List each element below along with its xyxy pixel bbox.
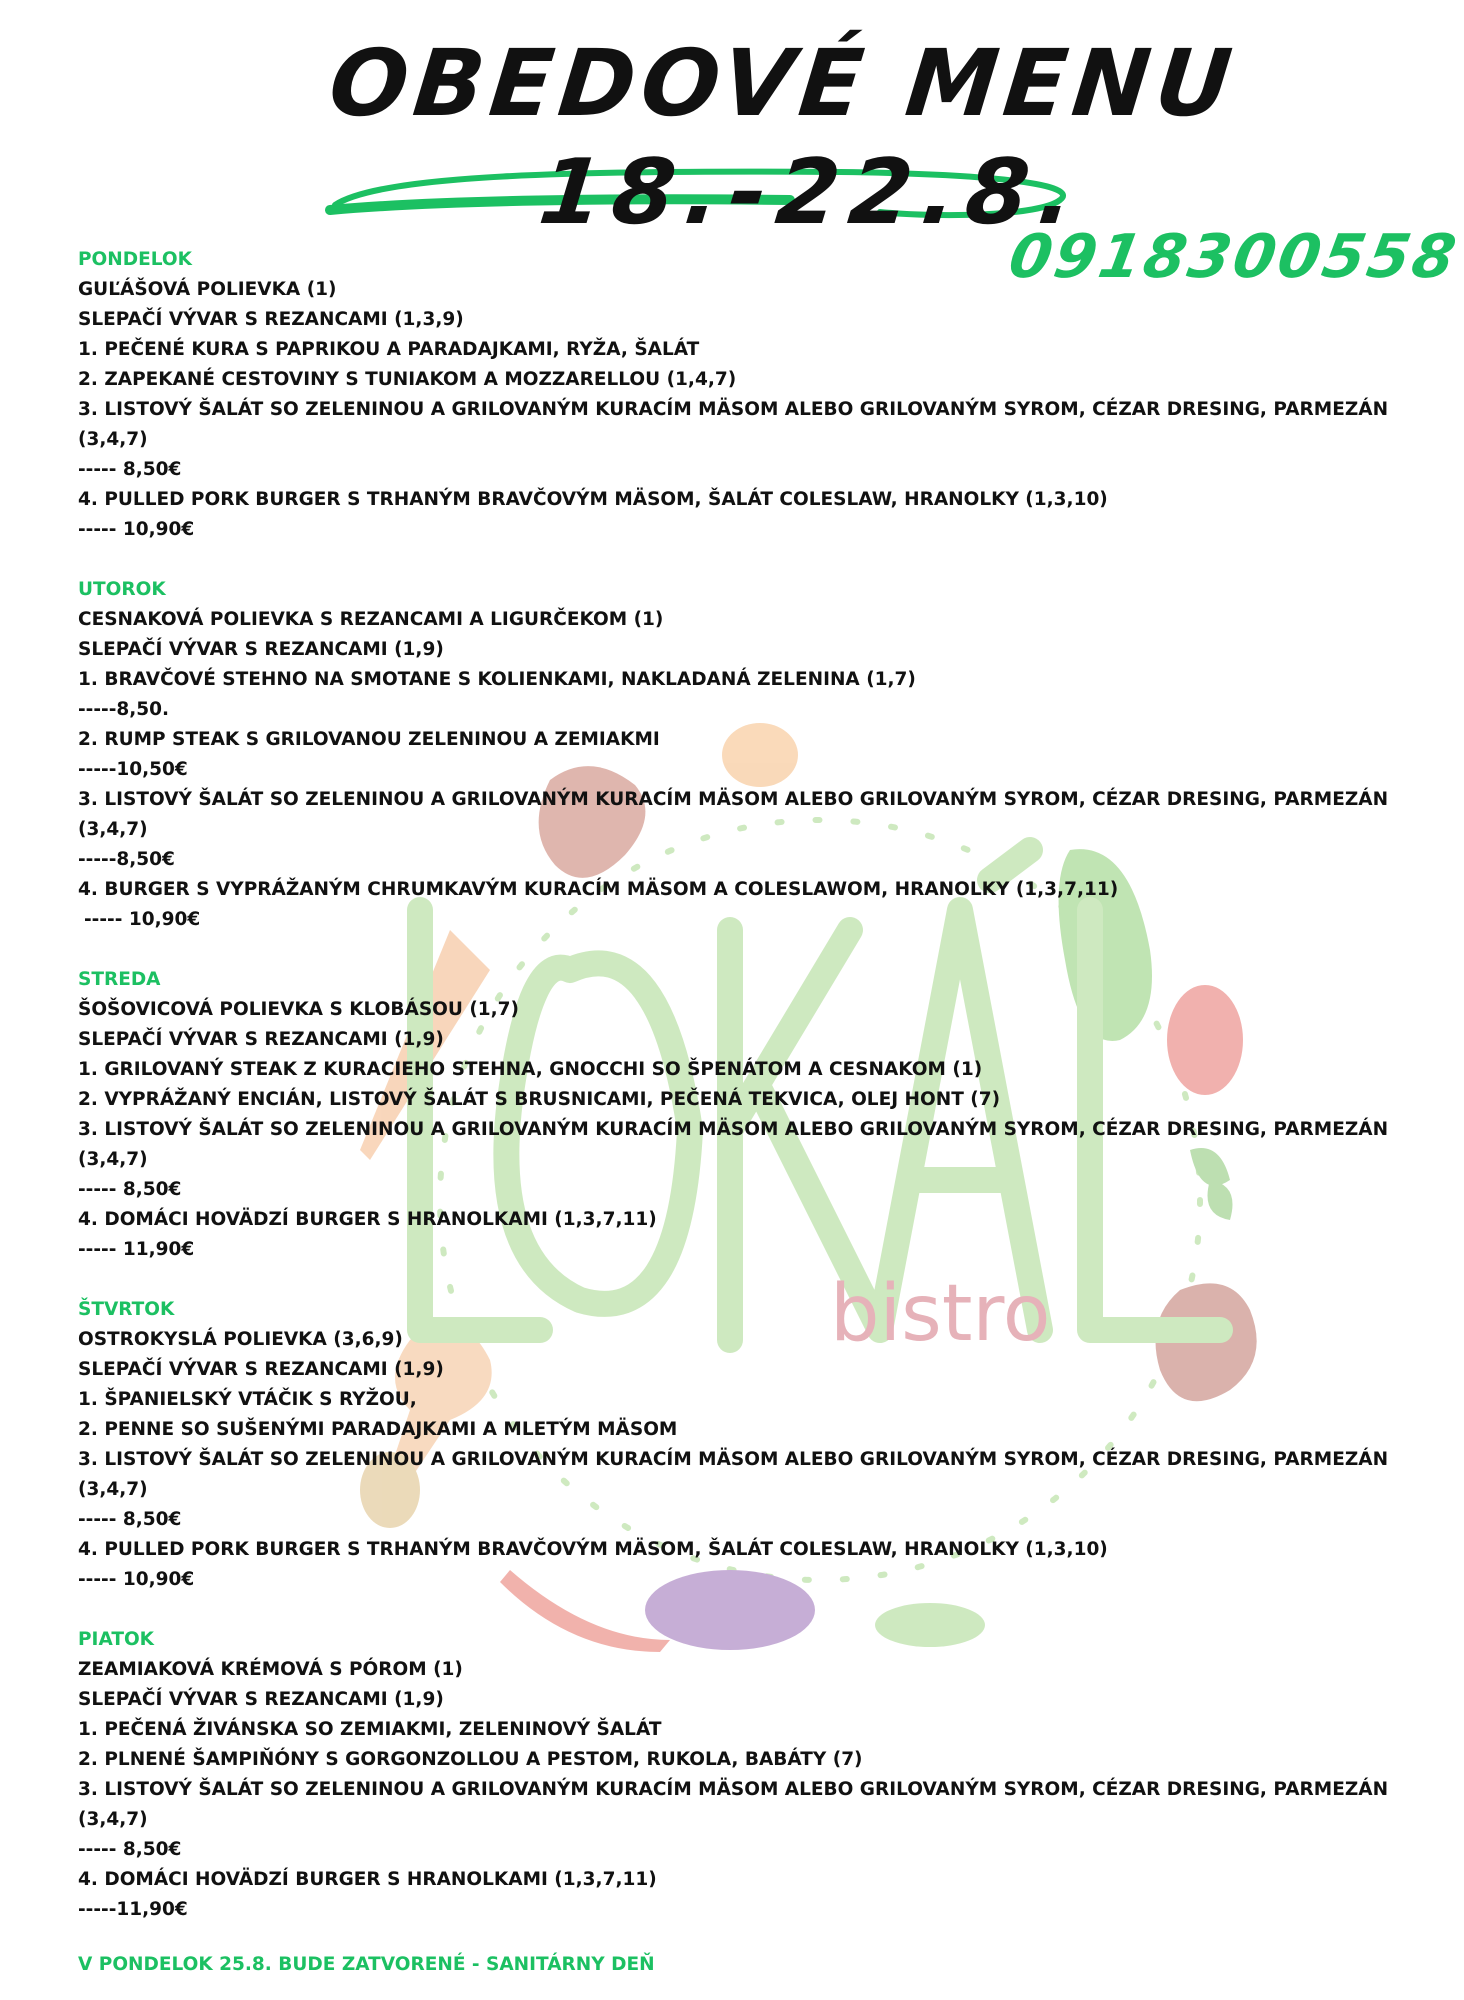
menu-line: 3. LISTOVÝ ŠALÁT SO ZELENINOU A GRILOVANÝM KURACÍM MÄSOM ALEBO GRILOVANÝM SYROM, CÉZAR DRESING, PARMEZÁN <box>78 399 1389 420</box>
menu-line: ----- 8,50€ <box>78 1839 182 1860</box>
menu-line: 3. LISTOVÝ ŠALÁT SO ZELENINOU A GRILOVANÝM KURACÍM MÄSOM ALEBO GRILOVANÝM SYROM, CÉZAR DRESING, PARMEZÁN <box>78 789 1389 810</box>
menu-line: ----- 8,50€ <box>78 1179 182 1200</box>
menu-line: 1. PEČENÁ ŽIVÁNSKA SO ZEMIAKMI, ZELENINOVÝ ŠALÁT <box>78 1719 662 1740</box>
menu-line: 4. PULLED PORK BURGER S TRHANÝM BRAVČOVÝM MÄSOM, ŠALÁT COLESLAW, HRANOLKY (1,3,10) <box>78 489 1108 510</box>
menu-line: ----- 8,50€ <box>78 1509 182 1530</box>
menu-line: 2. PENNE SO SUŠENÝMI PARADAJKAMI A MLETÝM MÄSOM <box>78 1419 678 1440</box>
menu-line: SLEPAČÍ VÝVAR S REZANCAMI (1,9) <box>78 639 444 660</box>
menu-dates: 18.-22.8. <box>534 140 1089 245</box>
menu-line: 2. VYPRÁŽANÝ ENCIÁN, LISTOVÝ ŠALÁT S BRUSNICAMI, PEČENÁ TEKVICA, OLEJ HONT (7) <box>78 1089 1001 1110</box>
menu-line: (3,4,7) <box>78 429 148 450</box>
menu-line: ŠOŠOVICOVÁ POLIEVKA S KLOBÁSOU (1,7) <box>78 999 520 1020</box>
menu-line: ----- 10,90€ <box>78 519 195 540</box>
menu-line: -----11,90€ <box>78 1899 188 1920</box>
section-gap <box>78 1265 1368 1295</box>
menu-line: 3. LISTOVÝ ŠALÁT SO ZELENINOU A GRILOVANÝM KURACÍM MÄSOM ALEBO GRILOVANÝM SYROM, CÉZAR DRESING, PARMEZÁN <box>78 1779 1389 1800</box>
menu-line: (3,4,7) <box>78 1149 148 1170</box>
menu-line: -----8,50€ <box>78 849 175 870</box>
menu-line: OSTROKYSLÁ POLIEVKA (3,6,9) <box>78 1329 403 1350</box>
menu-line: 1. PEČENÉ KURA S PAPRIKOU A PARADAJKAMI, RYŽA, ŠALÁT <box>78 339 700 360</box>
menu-line: SLEPAČÍ VÝVAR S REZANCAMI (1,9) <box>78 1029 444 1050</box>
logo-subtitle: bistro <box>830 1269 1051 1359</box>
menu-line: 2. ZAPEKANÉ CESTOVINY S TUNIAKOM A MOZZARELLOU (1,4,7) <box>78 369 737 390</box>
menu-line: GUĽÁŠOVÁ POLIEVKA (1) <box>78 279 337 300</box>
menu-line: CESNAKOVÁ POLIEVKA S REZANCAMI A LIGURČEKOM (1) <box>78 609 664 630</box>
phone-number: 0918300558 <box>1003 222 1464 292</box>
menu-line: 2. RUMP STEAK S GRILOVANOU ZELENINOU A ZEMIAKMI <box>78 729 660 750</box>
day-section <box>78 245 1389 545</box>
day-title: ŠTVRTOK <box>78 1299 175 1320</box>
menu-line: 4. BURGER S VYPRÁŽANÝM CHRUMKAVÝM KURACÍM MÄSOM A COLESLAWOM, HRANOLKY (1,3,7,11) <box>78 879 1119 900</box>
menu-line: 1. ŠPANIELSKÝ VTÁČIK S RYŽOU, <box>78 1389 417 1410</box>
menu-line: SLEPAČÍ VÝVAR S REZANCAMI (1,3,9) <box>78 309 464 330</box>
menu-line: ZEAMIAKOVÁ KRÉMOVÁ S PÓROM (1) <box>78 1659 463 1680</box>
menu-line: 2. PLNENÉ ŠAMPIŇÓNY S GORGONZOLLOU A PESTOM, RUKOLA, BABÁTY (7) <box>78 1749 863 1770</box>
section-gap <box>78 935 1368 965</box>
menu-content <box>78 245 1389 1925</box>
section-gap <box>78 545 1368 575</box>
menu-line: ----- 11,90€ <box>78 1239 195 1260</box>
day-title: UTOROK <box>78 579 166 600</box>
menu-title: OBEDOVÉ MENU <box>324 30 1243 137</box>
menu-line: (3,4,7) <box>78 819 148 840</box>
section-gap <box>78 1595 1368 1625</box>
menu-line: ----- 8,50€ <box>78 459 182 480</box>
menu-line: SLEPAČÍ VÝVAR S REZANCAMI (1,9) <box>78 1689 444 1710</box>
menu-line: 3. LISTOVÝ ŠALÁT SO ZELENINOU A GRILOVANÝM KURACÍM MÄSOM ALEBO GRILOVANÝM SYROM, CÉZAR DRESING, PARMEZÁN <box>78 1449 1389 1470</box>
menu-line: 3. LISTOVÝ ŠALÁT SO ZELENINOU A GRILOVANÝM KURACÍM MÄSOM ALEBO GRILOVANÝM SYROM, CÉZAR DRESING, PARMEZÁN <box>78 1119 1389 1140</box>
day-section <box>78 965 1389 1265</box>
menu-line: 4. PULLED PORK BURGER S TRHANÝM BRAVČOVÝM MÄSOM, ŠALÁT COLESLAW, HRANOLKY (1,3,10) <box>78 1539 1108 1560</box>
menu-line: 4. DOMÁCI HOVÄDZÍ BURGER S HRANOLKAMI (1,3,7,11) <box>78 1209 657 1230</box>
day-section <box>78 575 1389 935</box>
day-section <box>78 1625 1389 1925</box>
menu-line: (3,4,7) <box>78 1479 148 1500</box>
menu-line: SLEPAČÍ VÝVAR S REZANCAMI (1,9) <box>78 1359 444 1380</box>
day-title: PONDELOK <box>78 249 192 270</box>
day-section <box>78 1295 1389 1595</box>
closure-notice: V PONDELOK 25.8. BUDE ZATVORENÉ - SANITÁRNY DEŇ <box>78 1954 655 1975</box>
menu-line: ----- 10,90€ <box>78 1569 195 1590</box>
menu-line: 4. DOMÁCI HOVÄDZÍ BURGER S HRANOLKAMI (1,3,7,11) <box>78 1869 657 1890</box>
day-title: STREDA <box>78 969 161 990</box>
menu-line: ----- 10,90€ <box>84 909 201 930</box>
day-title: PIATOK <box>78 1629 155 1650</box>
menu-line: -----10,50€ <box>78 759 188 780</box>
menu-line: 1. BRAVČOVÉ STEHNO NA SMOTANE S KOLIENKAMI, NAKLADANÁ ZELENINA (1,7) <box>78 669 916 690</box>
menu-line: (3,4,7) <box>78 1809 148 1830</box>
menu-line: 1. GRILOVANÝ STEAK Z KURACIEHO STEHNA, GNOCCHI SO ŠPENÁTOM A CESNAKOM (1) <box>78 1059 983 1080</box>
menu-line: -----8,50. <box>78 699 170 720</box>
